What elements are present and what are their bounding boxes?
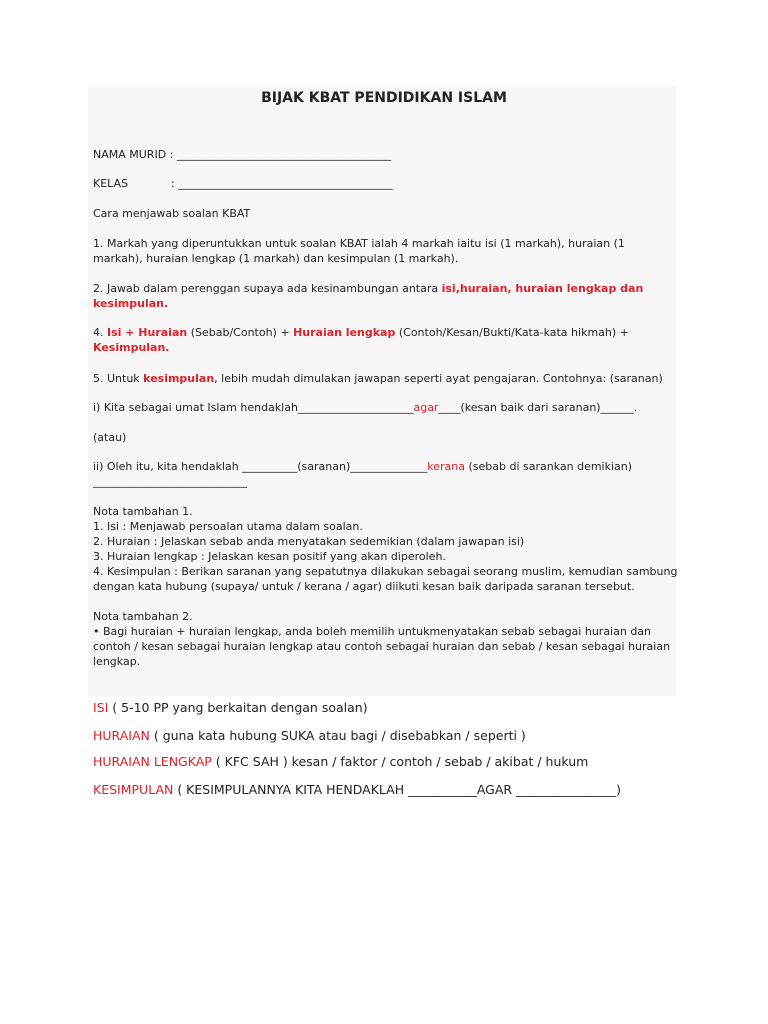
summary-huraian-lengkap-text: ( KFC SAH ) kesan / faktor / contoh / sebab / akibat / hukum [211,754,589,769]
summary-kesimpulan-key: KESIMPULAN [93,782,174,797]
atau-text: (atau) [93,431,127,444]
intro-text: Cara menjawab soalan KBAT [93,207,251,220]
nota-2-line: contoh / kesan sebagai huraian lengkap atau contoh sebagai huraian dan sebab / kesan sebagai huraian [93,640,671,653]
nota-2-line: lengkap. [93,655,141,668]
summary-huraian-lengkap-key: HURAIAN LENGKAP [93,754,212,769]
summary-isi [93,699,368,717]
summary-isi-key: ISI [93,700,109,715]
point-2 [93,281,668,311]
example-1-text-1: i) Kita sebagai umat Islam hendaklah_____________________ [93,401,414,414]
point-4-huraian-lengkap: Huraian lengkap [293,326,396,339]
nota-1-item: 3. Huraian lengkap : Jelaskan kesan positif yang akan diperoleh. [93,550,446,563]
summary-huraian [93,727,526,745]
point-4-text-1: (Sebab/Contoh) + [187,326,294,339]
summary-kesimpulan [93,781,621,799]
point-4-num: 4. [93,326,107,339]
point-4 [93,325,668,355]
nota-1-item: 4. Kesimpulan : Berikan saranan yang sepatutnya dilakukan sebagai seorang muslim, kemudian sambung [93,565,678,578]
nama-murid-line: NAMA MURID : _______________________________________ [93,148,392,161]
point-5-text-1: 5. Untuk [93,372,144,385]
example-2-line: ____________________________ [93,475,247,488]
nota-1-heading: Nota tambahan 1. [93,505,193,518]
kelas-line: : _______________________________________ [171,177,393,190]
example-2 [93,459,632,474]
example-2-text-1: ii) Oleh itu, kita hendaklah __________(saranan)______________ [93,460,428,473]
summary-huraian-lengkap [93,753,588,771]
kelas-label: KELAS [93,177,129,190]
point-5 [93,371,663,386]
point-4-isi-huraian: Isi + Huraian [107,326,188,339]
summary-huraian-key: HURAIAN [93,728,150,743]
point-1: 1. Markah yang diperuntukkan untuk soalan KBAT ialah 4 markah iaitu isi (1 markah), huraian (1 markah), huraian lengkap (1 markah) dan kesimpulan (1 markah). [93,237,625,265]
point-2-text: 2. Jawab dalam perenggan supaya ada kesinambungan antara [93,282,442,295]
summary-huraian-text: ( guna kata hubung SUKA atau bagi / disebabkan / seperti ) [149,728,526,743]
example-1 [93,400,637,415]
nota-1-item: dengan kata hubung (supaya/ untuk / kerana / agar) diikuti kesan baik daripada saranan tersebut. [93,580,635,593]
nota-2-heading: Nota tambahan 2. [93,610,193,623]
point-4-text-2: (Contoh/Kesan/Bukti/Kata-kata hikmah) + [395,326,629,339]
nota-1-item: 2. Huraian : Jelaskan sebab anda menyatakan sedemikian (dalam jawapan isi) [93,535,525,548]
nota-1-item: 1. Isi : Menjawab persoalan utama dalam soalan. [93,520,363,533]
point-2-highlight: isi,huraian, huraian lengkap dan kesimpulan. [93,282,644,310]
example-1-agar: agar [413,401,439,414]
example-1-text-2: ____(kesan baik dari saranan)______. [438,401,638,414]
nota-2-line: • Bagi huraian + huraian lengkap, anda boleh memilih untukmenyatakan sebab sebagai huraian dan [93,625,652,638]
point-5-kesimpulan: kesimpulan [143,372,215,385]
summary-isi-text: ( 5-10 PP yang berkaitan dengan soalan) [108,700,368,715]
summary-kesimpulan-text: ( KESIMPULANNYA KITA HENDAKLAH ___________AGAR ________________) [173,782,621,797]
example-2-text-2: (sebab di sarankan demikian) [464,460,633,473]
example-2-kerana: kerana [427,460,465,473]
point-4-kesimpulan: Kesimpulan. [93,341,170,354]
page-title: BIJAK KBAT PENDIDIKAN ISLAM [261,90,507,106]
point-5-text-2: , lebih mudah dimulakan jawapan seperti ayat pengajaran. Contohnya: (saranan) [214,372,663,385]
